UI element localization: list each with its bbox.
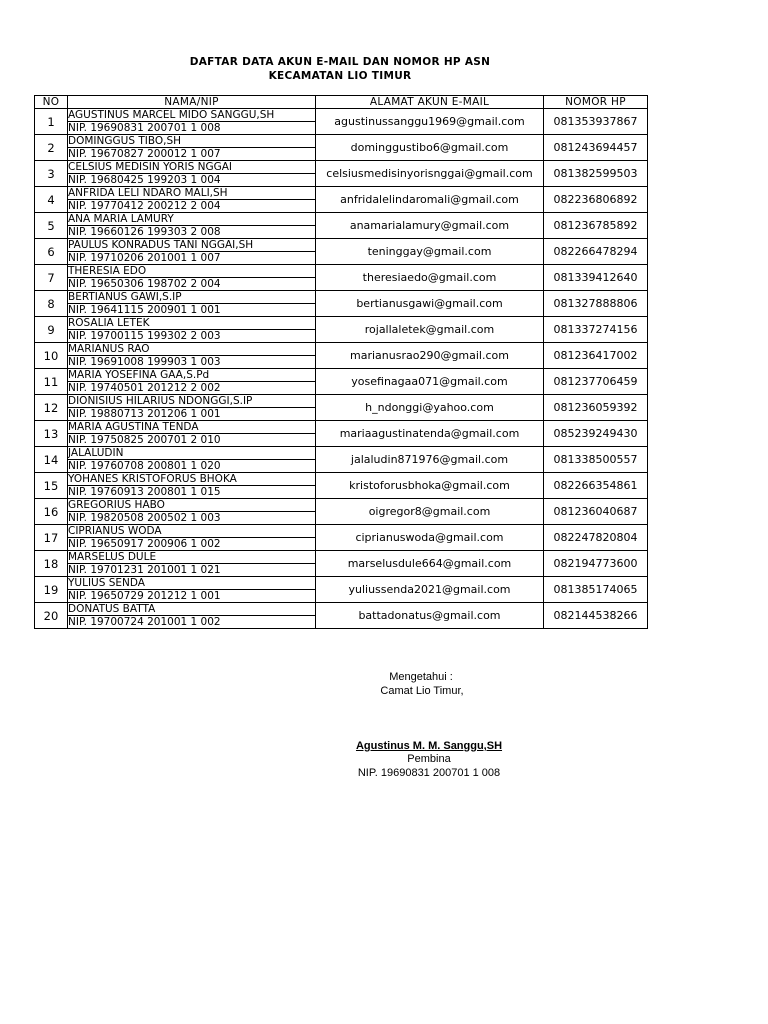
employee-nip: NIP. 19670827 200012 1 007 xyxy=(68,148,316,161)
table-row xyxy=(35,109,648,122)
employee-name: BERTIANUS GAWI,S.IP xyxy=(68,291,316,304)
header-phone: NOMOR HP xyxy=(544,96,648,109)
table-row xyxy=(35,577,648,590)
email-address: kristoforusbhoka@gmail.com xyxy=(316,473,544,499)
phone-number: 081243694457 xyxy=(544,135,648,161)
row-number: 2 xyxy=(35,135,68,161)
row-number: 3 xyxy=(35,161,68,187)
employee-name: GREGORIUS HABO xyxy=(68,499,316,512)
table-row xyxy=(35,317,648,330)
employee-nip: NIP. 19641115 200901 1 001 xyxy=(68,304,316,317)
email-address: oigregor8@gmail.com xyxy=(316,499,544,525)
signer-position: Camat Lio Timur, xyxy=(380,685,464,697)
email-address: marselusdule664@gmail.com xyxy=(316,551,544,577)
table-row xyxy=(35,551,648,564)
phone-number: 081353937867 xyxy=(544,109,648,135)
phone-number: 081237706459 xyxy=(544,369,648,395)
asn-data-table xyxy=(34,95,648,629)
row-number: 20 xyxy=(35,603,68,629)
phone-number: 081382599503 xyxy=(544,161,648,187)
employee-name: YULIUS SENDA xyxy=(68,577,316,590)
email-address: jalaludin871976@gmail.com xyxy=(316,447,544,473)
employee-nip: NIP. 19700115 199302 2 003 xyxy=(68,330,316,343)
row-number: 12 xyxy=(35,395,68,421)
email-address: battadonatus@gmail.com xyxy=(316,603,544,629)
signer-rank: Pembina xyxy=(407,753,451,765)
header-email: ALAMAT AKUN E-MAIL xyxy=(316,96,544,109)
table-row xyxy=(35,187,648,200)
table-row xyxy=(35,369,648,382)
employee-name: JALALUDIN xyxy=(68,447,316,460)
phone-number: 081339412640 xyxy=(544,265,648,291)
email-address: anfridalelindaromali@gmail.com xyxy=(316,187,544,213)
phone-number: 081338500557 xyxy=(544,447,648,473)
signer-nip: NIP. 19690831 200701 1 008 xyxy=(357,767,501,779)
table-row xyxy=(35,395,648,408)
phone-number: 082266478294 xyxy=(544,239,648,265)
phone-number: 081385174065 xyxy=(544,577,648,603)
phone-number: 082236806892 xyxy=(544,187,648,213)
row-number: 15 xyxy=(35,473,68,499)
email-address: h_ndonggi@yahoo.com xyxy=(316,395,544,421)
row-number: 11 xyxy=(35,369,68,395)
phone-number: 082144538266 xyxy=(544,603,648,629)
phone-number: 082194773600 xyxy=(544,551,648,577)
employee-nip: NIP. 19760708 200801 1 020 xyxy=(68,460,316,473)
employee-name: MARIANUS RAO xyxy=(68,343,316,356)
employee-name: ANA MARIA LAMURY xyxy=(68,213,316,226)
table-header-row xyxy=(35,96,648,109)
email-address: marianusrao290@gmail.com xyxy=(316,343,544,369)
row-number: 5 xyxy=(35,213,68,239)
table-row xyxy=(35,265,648,278)
employee-nip: NIP. 19680425 199203 1 004 xyxy=(68,174,316,187)
table-row xyxy=(35,525,648,538)
table-row xyxy=(35,213,648,226)
row-number: 7 xyxy=(35,265,68,291)
row-number: 19 xyxy=(35,577,68,603)
employee-nip: NIP. 19660126 199303 2 008 xyxy=(68,226,316,239)
employee-name: THERESIA EDO xyxy=(68,265,316,278)
row-number: 18 xyxy=(35,551,68,577)
table-row xyxy=(35,135,648,148)
email-address: dominggustibo6@gmail.com xyxy=(316,135,544,161)
employee-nip: NIP. 19691008 199903 1 003 xyxy=(68,356,316,369)
employee-name: ANFRIDA LELI NDARO MALI,SH xyxy=(68,187,316,200)
signer-name: Agustinus M. M. Sanggu,SH xyxy=(355,740,503,752)
row-number: 17 xyxy=(35,525,68,551)
phone-number: 081236040687 xyxy=(544,499,648,525)
row-number: 9 xyxy=(35,317,68,343)
email-address: mariaagustinatenda@gmail.com xyxy=(316,421,544,447)
row-number: 10 xyxy=(35,343,68,369)
header-name: NAMA/NIP xyxy=(68,96,316,109)
employee-name: MARSELUS DULE xyxy=(68,551,316,564)
employee-name: YOHANES KRISTOFORUS BHOKA xyxy=(68,473,316,486)
employee-name: CIPRIANUS WODA xyxy=(68,525,316,538)
table-row xyxy=(35,473,648,486)
employee-nip: NIP. 19650306 198702 2 004 xyxy=(68,278,316,291)
table-row xyxy=(35,421,648,434)
row-number: 8 xyxy=(35,291,68,317)
header-no: NO xyxy=(35,96,68,109)
row-number: 6 xyxy=(35,239,68,265)
employee-nip: NIP. 19750825 200701 2 010 xyxy=(68,434,316,447)
phone-number: 081236417002 xyxy=(544,343,648,369)
phone-number: 082247820804 xyxy=(544,525,648,551)
row-number: 1 xyxy=(35,109,68,135)
email-address: ciprianuswoda@gmail.com xyxy=(316,525,544,551)
employee-nip: NIP. 19650729 201212 1 001 xyxy=(68,590,316,603)
document-subtitle: KECAMATAN LIO TIMUR xyxy=(268,70,412,82)
employee-name: DONATUS BATTA xyxy=(68,603,316,616)
phone-number: 082266354861 xyxy=(544,473,648,499)
email-address: anamarialamury@gmail.com xyxy=(316,213,544,239)
table-row xyxy=(35,499,648,512)
employee-name: MARIA AGUSTINA TENDA xyxy=(68,421,316,434)
employee-name: ROSALIA LETEK xyxy=(68,317,316,330)
row-number: 4 xyxy=(35,187,68,213)
employee-nip: NIP. 19880713 201206 1 001 xyxy=(68,408,316,421)
employee-nip: NIP. 19701231 201001 1 021 xyxy=(68,564,316,577)
employee-nip: NIP. 19700724 201001 1 002 xyxy=(68,616,316,629)
email-address: theresiaedo@gmail.com xyxy=(316,265,544,291)
employee-name: DIONISIUS HILARIUS NDONGGI,S.IP xyxy=(68,395,316,408)
table-row xyxy=(35,603,648,616)
document-title: DAFTAR DATA AKUN E-MAIL DAN NOMOR HP ASN xyxy=(189,56,491,68)
row-number: 16 xyxy=(35,499,68,525)
row-number: 13 xyxy=(35,421,68,447)
email-address: rojallaletek@gmail.com xyxy=(316,317,544,343)
table-body xyxy=(35,109,648,629)
phone-number: 081337274156 xyxy=(544,317,648,343)
employee-name: CELSIUS MEDISIN YORIS NGGAI xyxy=(68,161,316,174)
employee-nip: NIP. 19650917 200906 1 002 xyxy=(68,538,316,551)
phone-number: 081236059392 xyxy=(544,395,648,421)
employee-nip: NIP. 19770412 200212 2 004 xyxy=(68,200,316,213)
table-row xyxy=(35,343,648,356)
email-address: bertianusgawi@gmail.com xyxy=(316,291,544,317)
email-address: celsiusmedisinyorisnggai@gmail.com xyxy=(316,161,544,187)
email-address: agustinussanggu1969@gmail.com xyxy=(316,109,544,135)
phone-number: 085239249430 xyxy=(544,421,648,447)
employee-name: MARIA YOSEFINA GAA,S.Pd xyxy=(68,369,316,382)
email-address: yuliussenda2021@gmail.com xyxy=(316,577,544,603)
email-address: teninggay@gmail.com xyxy=(316,239,544,265)
table-row xyxy=(35,291,648,304)
employee-nip: NIP. 19820508 200502 1 003 xyxy=(68,512,316,525)
table-row xyxy=(35,161,648,174)
employee-name: AGUSTINUS MARCEL MIDO SANGGU,SH xyxy=(68,109,316,122)
employee-name: DOMINGGUS TIBO,SH xyxy=(68,135,316,148)
employee-nip: NIP. 19740501 201212 2 002 xyxy=(68,382,316,395)
employee-name: PAULUS KONRADUS TANI NGGAI,SH xyxy=(68,239,316,252)
table-row xyxy=(35,447,648,460)
row-number: 14 xyxy=(35,447,68,473)
email-address: yosefinagaa071@gmail.com xyxy=(316,369,544,395)
employee-nip: NIP. 19760913 200801 1 015 xyxy=(68,486,316,499)
table-row xyxy=(35,239,648,252)
employee-nip: NIP. 19690831 200701 1 008 xyxy=(68,122,316,135)
phone-number: 081236785892 xyxy=(544,213,648,239)
phone-number: 081327888806 xyxy=(544,291,648,317)
employee-nip: NIP. 19710206 201001 1 007 xyxy=(68,252,316,265)
acknowledged-label: Mengetahui : xyxy=(389,671,453,683)
